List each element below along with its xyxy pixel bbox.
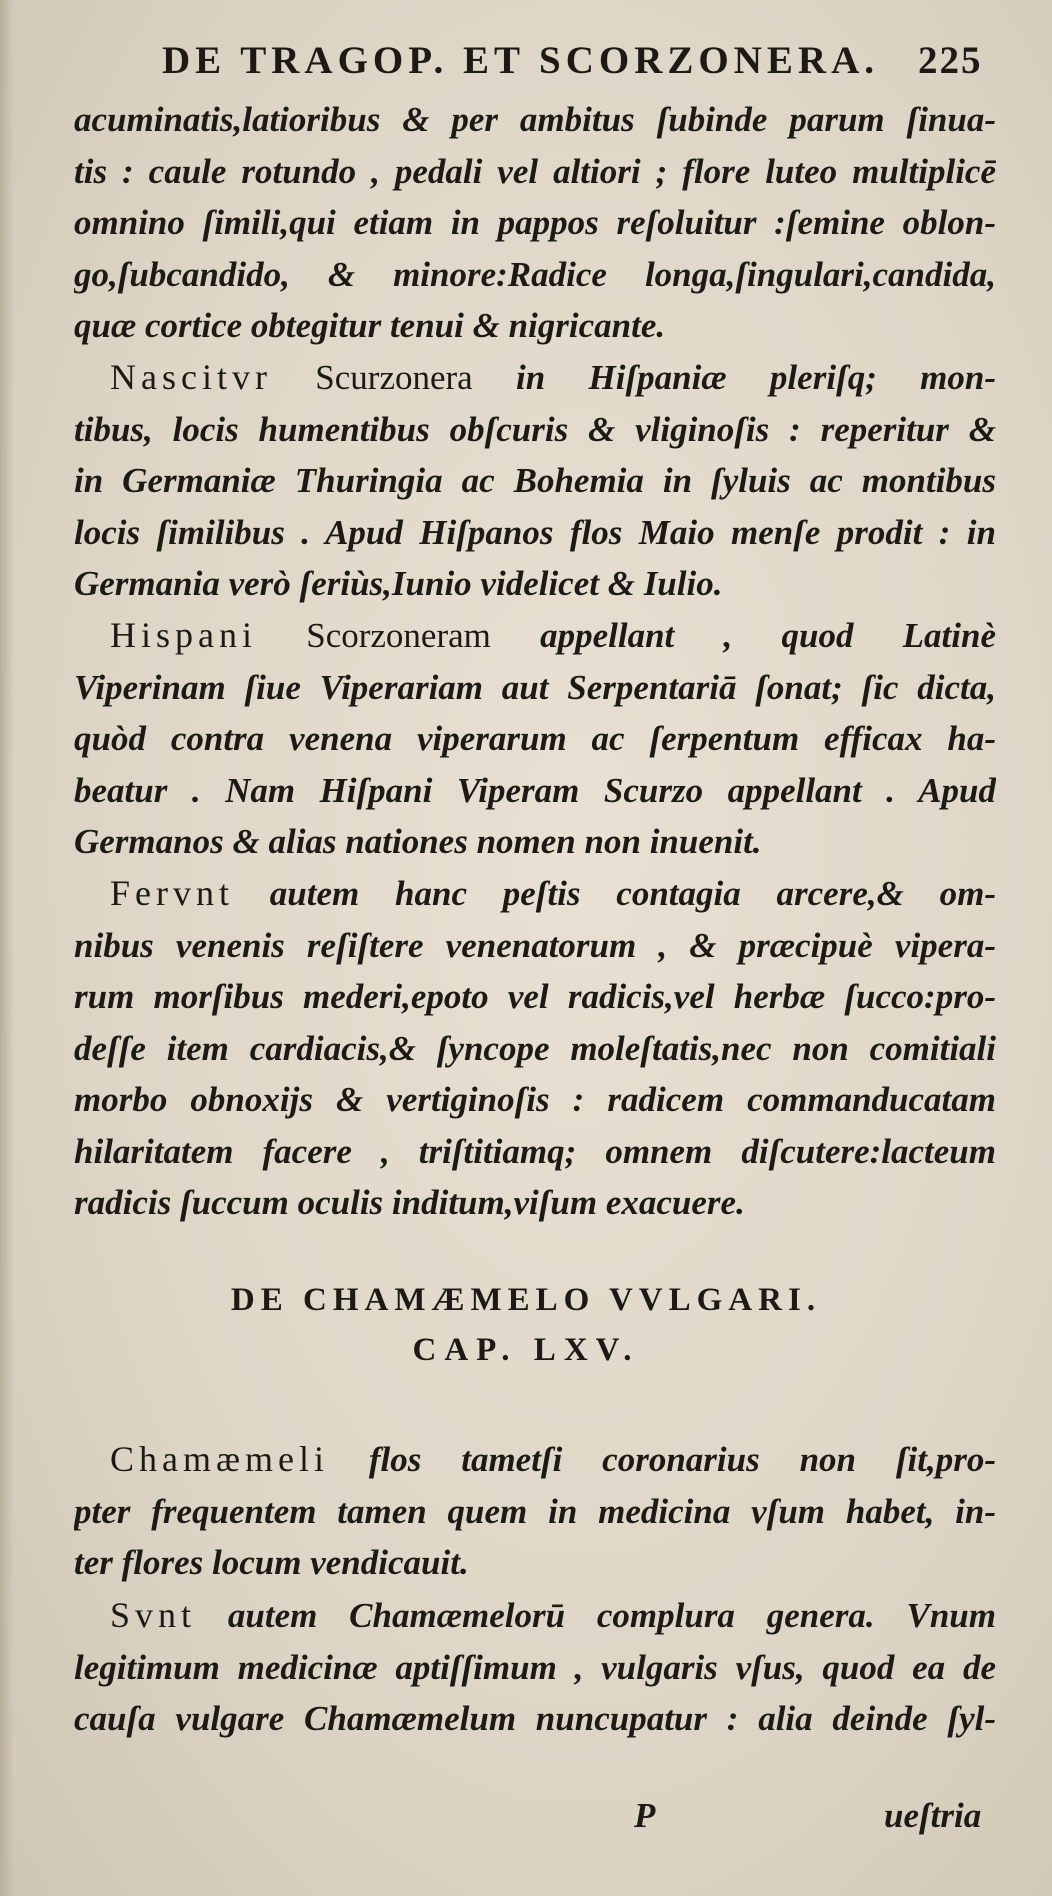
running-head-title: DE TRAGOP. ET SCORZONERA. (162, 39, 880, 82)
text-fragment: autem Chamæmelorū complura genera. Vnum (227, 1596, 996, 1635)
running-head (162, 38, 1002, 83)
text-fragment: autem hanc peſtis contagia arcere,& om- (269, 874, 996, 913)
text-line (74, 1434, 996, 1486)
text-line: Germanos & alias nationes nomen non inuenit. (74, 822, 762, 861)
text-line (74, 610, 996, 662)
text-line: hilaritatem facere , triſtitiamq; omnem diſcutere:lacteum (74, 1131, 996, 1171)
text-line: beatur . Nam Hiſpani Viperam Scurzo appellant . Apud (74, 770, 996, 810)
catchword: ueſtria (884, 1796, 982, 1835)
text-line: locis ſimilibus . Apud Hiſpanos flos Maio menſe prodit : in (74, 512, 996, 552)
text-line (74, 352, 996, 404)
text-line: legitimum medicinæ aptiſſimum , vulgaris vſus, quod ea de (74, 1647, 996, 1687)
signature-mark: P (634, 1796, 656, 1835)
text-line: pter frequentem tamen quem in medicina vſum habet, in- (74, 1491, 996, 1531)
text-line: quòd contra venena viperarum ac ſerpentum efficax ha- (74, 719, 996, 758)
paragraph-lead-word: Hispani (110, 615, 257, 655)
text-line: deſſe item cardiacis,& ſyncope moleſtatis,nec non comitiali (74, 1028, 996, 1068)
paragraph-chamaemeli (74, 1434, 996, 1589)
page-edge-shadow (0, 0, 14, 1896)
text-fragment: in Hiſpaniæ pleriſq; mon- (516, 358, 996, 397)
text-line: Viperinam ſiue Viperariam aut Serpentariā ſonat; ſic dicta, (74, 667, 996, 707)
text-line: go,ſubcandido, & minore:Radice longa,ſingulari,candida, (74, 254, 996, 294)
text-line: tibus, locis humentibus obſcuris & vliginoſis : reperitur & (74, 409, 996, 449)
paragraph-nascitur (74, 352, 996, 610)
paragraph-lead-word: Chamæmeli (110, 1439, 329, 1479)
paragraph-lead-word: Fervnt (110, 873, 234, 913)
text-line: radicis ſuccum oculis inditum,viſum exacuere. (74, 1183, 745, 1222)
paragraph-description (74, 94, 996, 352)
text-line: nibus venenis reſiſtere venenatorum , & præcipuè vipera- (74, 925, 996, 965)
plant-name: Scurzonera (315, 358, 473, 397)
text-line: morbo obnoxijs & vertiginoſis : radicem commanducatam (74, 1080, 996, 1119)
text-line: ter flores locum vendicauit. (74, 1543, 469, 1582)
text-fragment: appellant , quod Latinè (540, 616, 996, 655)
paragraph-lead-word: Svnt (110, 1595, 197, 1635)
text-fragment: flos tametſi coronarius non ſit,pro- (368, 1440, 996, 1479)
text-line: rum morſibus mederi,epoto vel radicis,vel herbæ ſucco:pro- (74, 977, 996, 1016)
text-line: acuminatis,latioribus & per ambitus ſubinde parum ſinua- (74, 100, 996, 139)
text-line: cauſa vulgare Chamæmelum nuncupatur : alia deinde ſyl- (74, 1699, 996, 1738)
text-line (74, 1590, 996, 1642)
paragraph-sunt (74, 1590, 996, 1745)
chapter-number: CAP. LXV. (412, 1332, 640, 1368)
text-line: omnino ſimili,qui etiam in pappos reſoluitur :ſemine oblon- (74, 203, 996, 242)
chapter-title: DE CHAMÆMELO VVLGARI. (230, 1282, 822, 1318)
page-number: 225 (918, 39, 983, 82)
paragraph-lead-word: Nascitvr (110, 357, 272, 397)
paragraph-ferunt (74, 868, 996, 1229)
text-line: quæ cortice obtegitur tenui & nigricante. (74, 306, 666, 345)
text-line (74, 868, 996, 920)
text-line: in Germaniæ Thuringia ac Bohemia in ſyluis ac montibus (74, 461, 996, 500)
text-line: Germania verò ſeriùs,Iunio videlicet & Iulio. (74, 564, 723, 603)
plant-name: Scorzoneram (306, 616, 491, 655)
text-line: tis : caule rotundo , pedali vel altiori ; flore luteo multiplicē (74, 151, 996, 191)
paragraph-hispani (74, 610, 996, 868)
